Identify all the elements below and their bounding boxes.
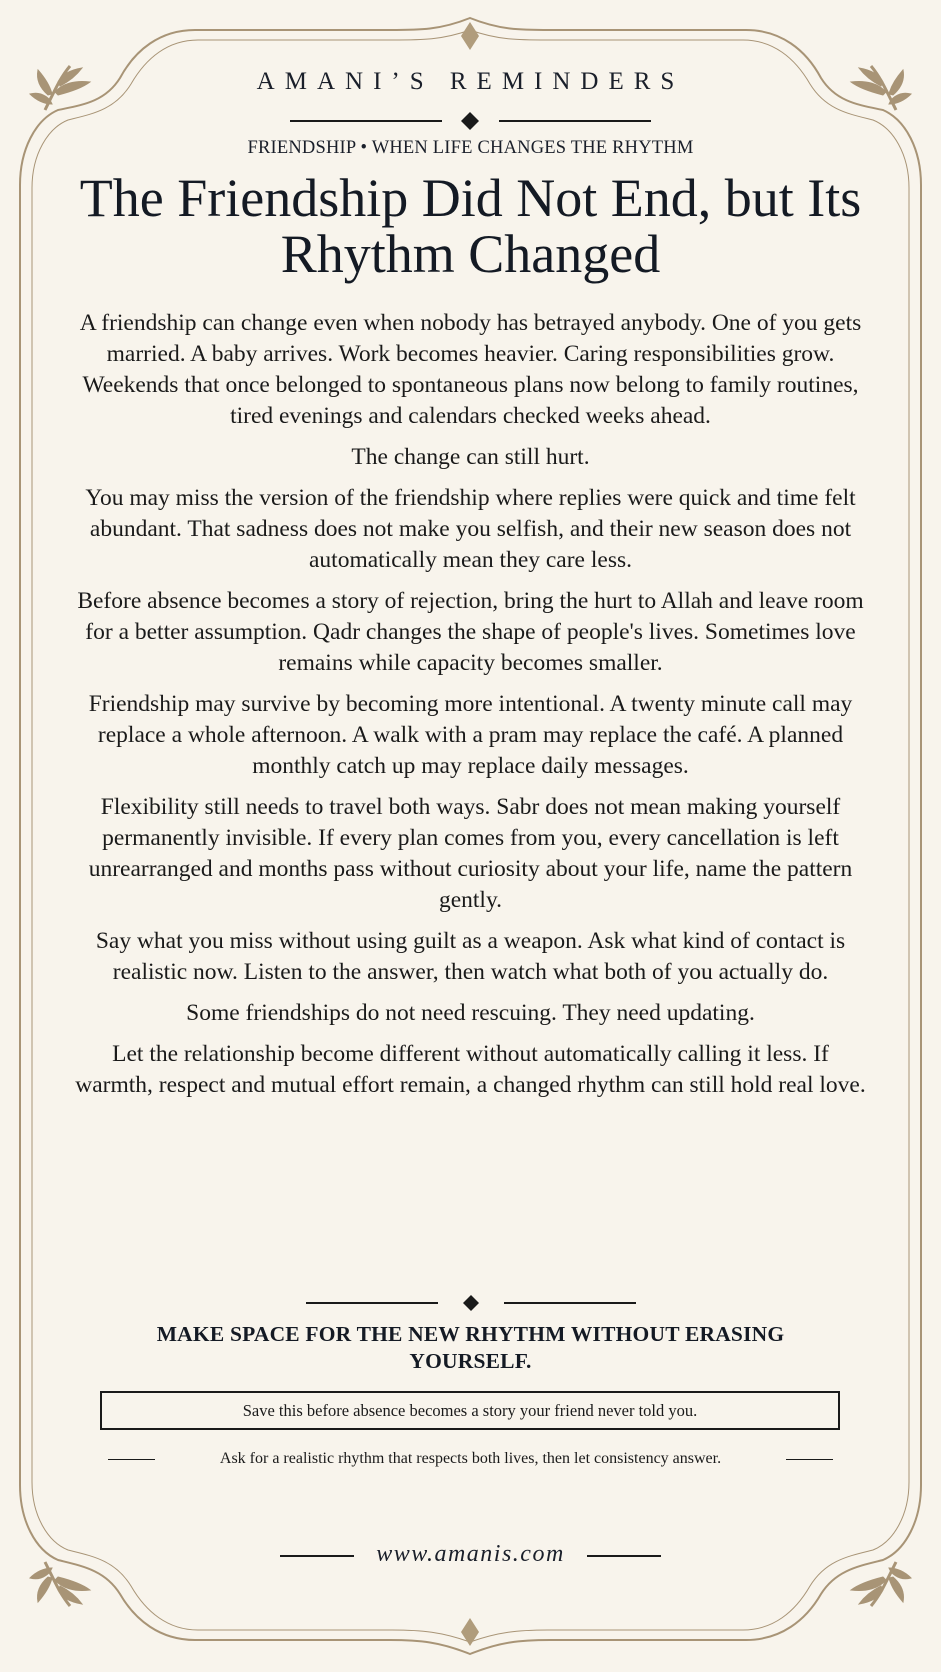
- call-to-action-heading: MAKE SPACE FOR THE NEW RHYTHM WITHOUT ERASING YOURSELF.: [156, 1322, 785, 1373]
- paragraph: Friendship may survive by becoming more intentional. A twenty minute call may replace a whole afternoon. A walk with a pram may replace the café. A planned monthly catch up may replace daily messages.: [88, 691, 853, 779]
- paragraph: Flexibility still needs to travel both ways. Sabr does not mean making yourself permanently invisible. If every plan comes from you, every cancellation is left unrearranged and months pass without curiosity about your life, name the pattern gently.: [88, 794, 853, 913]
- paragraph: Some friendships do not need rescuing. They need updating.: [186, 1000, 755, 1026]
- save-note-text: Save this before absence becomes a story your friend never told you.: [242, 1401, 698, 1420]
- paragraph: A friendship can change even when nobody has betrayed anybody. One of you gets married. A baby arrives. Work becomes heavier. Caring responsibilities grow. Weekends that once belonged to spontaneous plans now belong to family routines, tired evenings and calendars checked weeks ahead.: [79, 310, 862, 429]
- paragraph: You may miss the version of the friendship where replies were quick and time felt abundant. That sadness does not make you selfish, and their new season does not automatically mean they care less.: [85, 485, 856, 573]
- paragraph: Let the relationship become different without automatically calling it less. If warmth, respect and mutual effort remain, a changed rhythm can still hold real love.: [75, 1041, 866, 1098]
- paragraph: Before absence becomes a story of rejection, bring the hurt to Allah and leave room for a better assumption. Qadr changes the shape of people's lives. Sometimes love remains while capacity becomes smaller.: [77, 588, 864, 676]
- paragraph: The change can still hurt.: [351, 444, 590, 470]
- brand-divider: [290, 111, 651, 131]
- save-note-box: [100, 1391, 840, 1430]
- article-body: [72, 308, 869, 1111]
- ask-note-left-rule: [108, 1459, 155, 1460]
- footer-left-rule: [280, 1555, 354, 1557]
- footer: [280, 1538, 661, 1570]
- category-label: FRIENDSHIP • WHEN LIFE CHANGES THE RHYTHM: [247, 138, 694, 158]
- website-link[interactable]: www.amanis.com: [376, 1541, 565, 1567]
- ask-note-right-rule: [786, 1459, 833, 1460]
- brand-name: AMANI’S REMINDERS: [256, 68, 685, 95]
- section-divider: [306, 1294, 636, 1312]
- paragraph: Say what you miss without using guilt as a weapon. Ask what kind of contact is realistic now. Listen to the answer, then watch what both of you actually do.: [95, 928, 846, 985]
- ask-note-row: [108, 1446, 833, 1472]
- page-title: The Friendship Did Not End, but Its Rhythm Changed: [79, 168, 862, 284]
- ask-note-text: Ask for a realistic rhythm that respects both lives, then let consistency answer.: [219, 1450, 722, 1467]
- footer-right-rule: [587, 1555, 661, 1557]
